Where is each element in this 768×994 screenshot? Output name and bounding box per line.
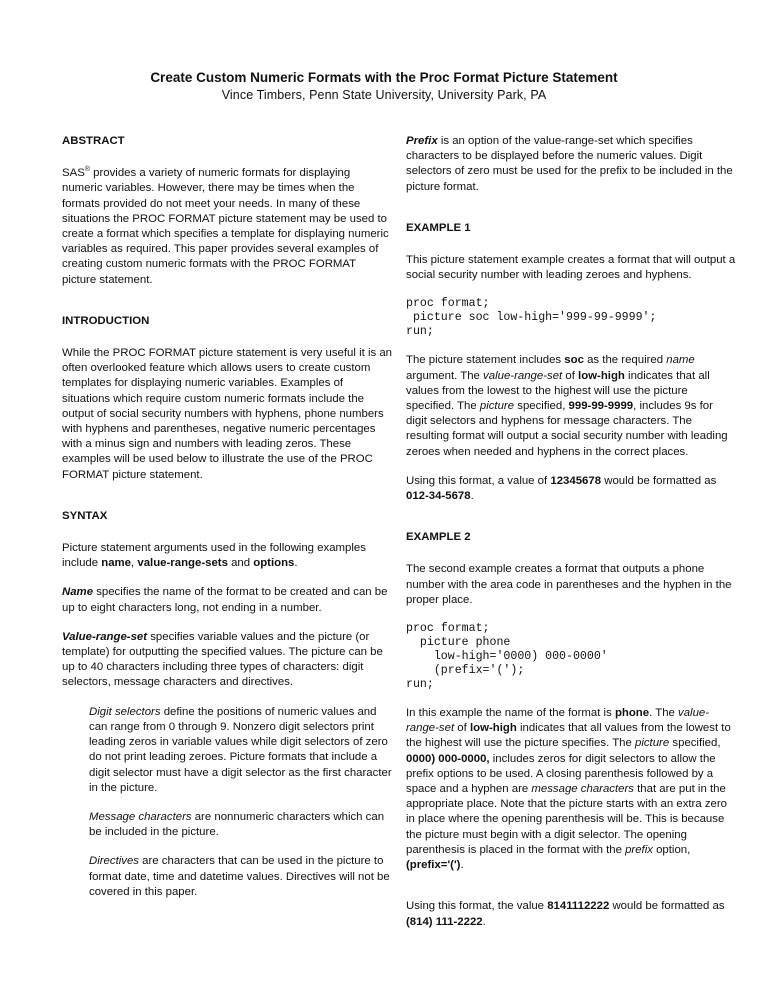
example2-explanation: In this example the name of the format is phone. The value-range-set of low-high indicates that all values from the lowest to the highest will use the picture specifies. The picture specified, 0000) 000-0000, includes zeros for digit selectors to allow the prefix options to be used. A closing parenthesis followed by a space and a hyphen are message characters that are put in the appropriate place. Note that the picture starts with an extra zero in place where the opening parenthesis will be. This is because the picture must begin with a digit selector. The opening parenthesis is placed in the format with the prefix option, (prefix='('). bbox=[406, 707, 731, 872]
example2-heading: EXAMPLE 2 bbox=[406, 531, 471, 544]
syntax-heading: SYNTAX bbox=[62, 509, 108, 522]
abstract-heading: ABSTRACT bbox=[62, 135, 125, 147]
digit-selectors-def: Digit selectors define the positions of numeric values and can range from 0 through 9. Nonzero digit selectors print leading zeros in variable values while digit selectors of zero do not print leading zeroes. Picture formats that include a digit selector must have a digit selector as the first character in the picture. bbox=[89, 705, 392, 794]
example1-explanation: The picture statement includes soc as the required name argument. The value-range-set of low-high indicates that all values from the lowest to the highest will use the picture specified. The picture specified, 999-99-9999, includes 9s for digit selectors and hyphens for message characters. The resulting format will output a social security number with leading zeroes when needed and hyphens in the correct places. bbox=[406, 354, 728, 458]
example1-intro: This picture statement example creates a format that will output a social security number with leading zeroes and hyphens. bbox=[406, 254, 736, 282]
example1-heading: EXAMPLE 1 bbox=[406, 221, 471, 234]
directives-def: Directives are characters that can be used in the picture to format date, time and datetime values. Directives will not be covered in this paper. bbox=[89, 855, 390, 898]
left-column bbox=[62, 134, 392, 900]
introduction-text: While the PROC FORMAT picture statement is very useful it is an often overlooked feature which allows users to create custom templates for displaying numeric variables. Examples of situations which require custom numeric formats include the output of social security numbers with hyphens, phone numbers with hyphens and parentheses, negative numeric percentages with a minus sign and numbers with leading zeros. These examples will be used below to illustrate the use of the PROC FORMAT picture statement. bbox=[62, 347, 393, 481]
message-characters-def: Message characters are nonnumeric characters which can be included in the picture. bbox=[89, 810, 385, 839]
example1-code: proc format; picture soc low-high='999-99-9999'; run; bbox=[406, 297, 657, 339]
registered-mark: ® bbox=[84, 166, 90, 174]
paper-title: Create Custom Numeric Formats with the Proc Format Picture Statement bbox=[150, 70, 618, 85]
paper-author: Vince Timbers, Penn State University, University Park, PA bbox=[221, 88, 547, 102]
syntax-intro: Picture statement arguments used in the following examples include name, value-range-sets and options. bbox=[62, 542, 366, 570]
introduction-heading: INTRODUCTION bbox=[62, 314, 150, 327]
right-column bbox=[406, 134, 736, 930]
example2-result: Using this format, the value 8141112222 would be formatted as (814) 111-2222. bbox=[406, 900, 725, 928]
prefix-def: Prefix is an option of the value-range-set which specifies characters to be displayed before the numeric values. Digit selectors of zero must be used for the prefix to be included in the picture format. bbox=[406, 135, 733, 193]
syntax-vrs-def: Value-range-set specifies variable values and the picture (or template) for outputting the specified values. The picture can be up to 40 characters including three types of characters: digit selectors, message characters and directives. bbox=[62, 630, 383, 689]
abstract-text: SAS® provides a variety of numeric formats for displaying numeric variables. However, there may be times when the formats provided do not meet your needs. In many of these situations the PROC FORMAT picture statement may be used to create a format which specifies a template for displaying numeric variables as required. This paper provides several examples of creating custom numeric formats with the PROC FORMAT picture statement. bbox=[62, 166, 389, 286]
syntax-name-def: Name specifies the name of the format to be created and can be up to eight characters long, not ending in a number. bbox=[62, 586, 388, 614]
example2-intro: The second example creates a format that outputs a phone number with the area code in parentheses and the hyphen in the proper place. bbox=[406, 563, 732, 606]
example2-code: proc format; picture phone low-high='0000) 000-0000' (prefix='('); run; bbox=[406, 622, 608, 692]
example1-result: Using this format, a value of 12345678 would be formatted as 012-34-5678. bbox=[406, 474, 717, 503]
